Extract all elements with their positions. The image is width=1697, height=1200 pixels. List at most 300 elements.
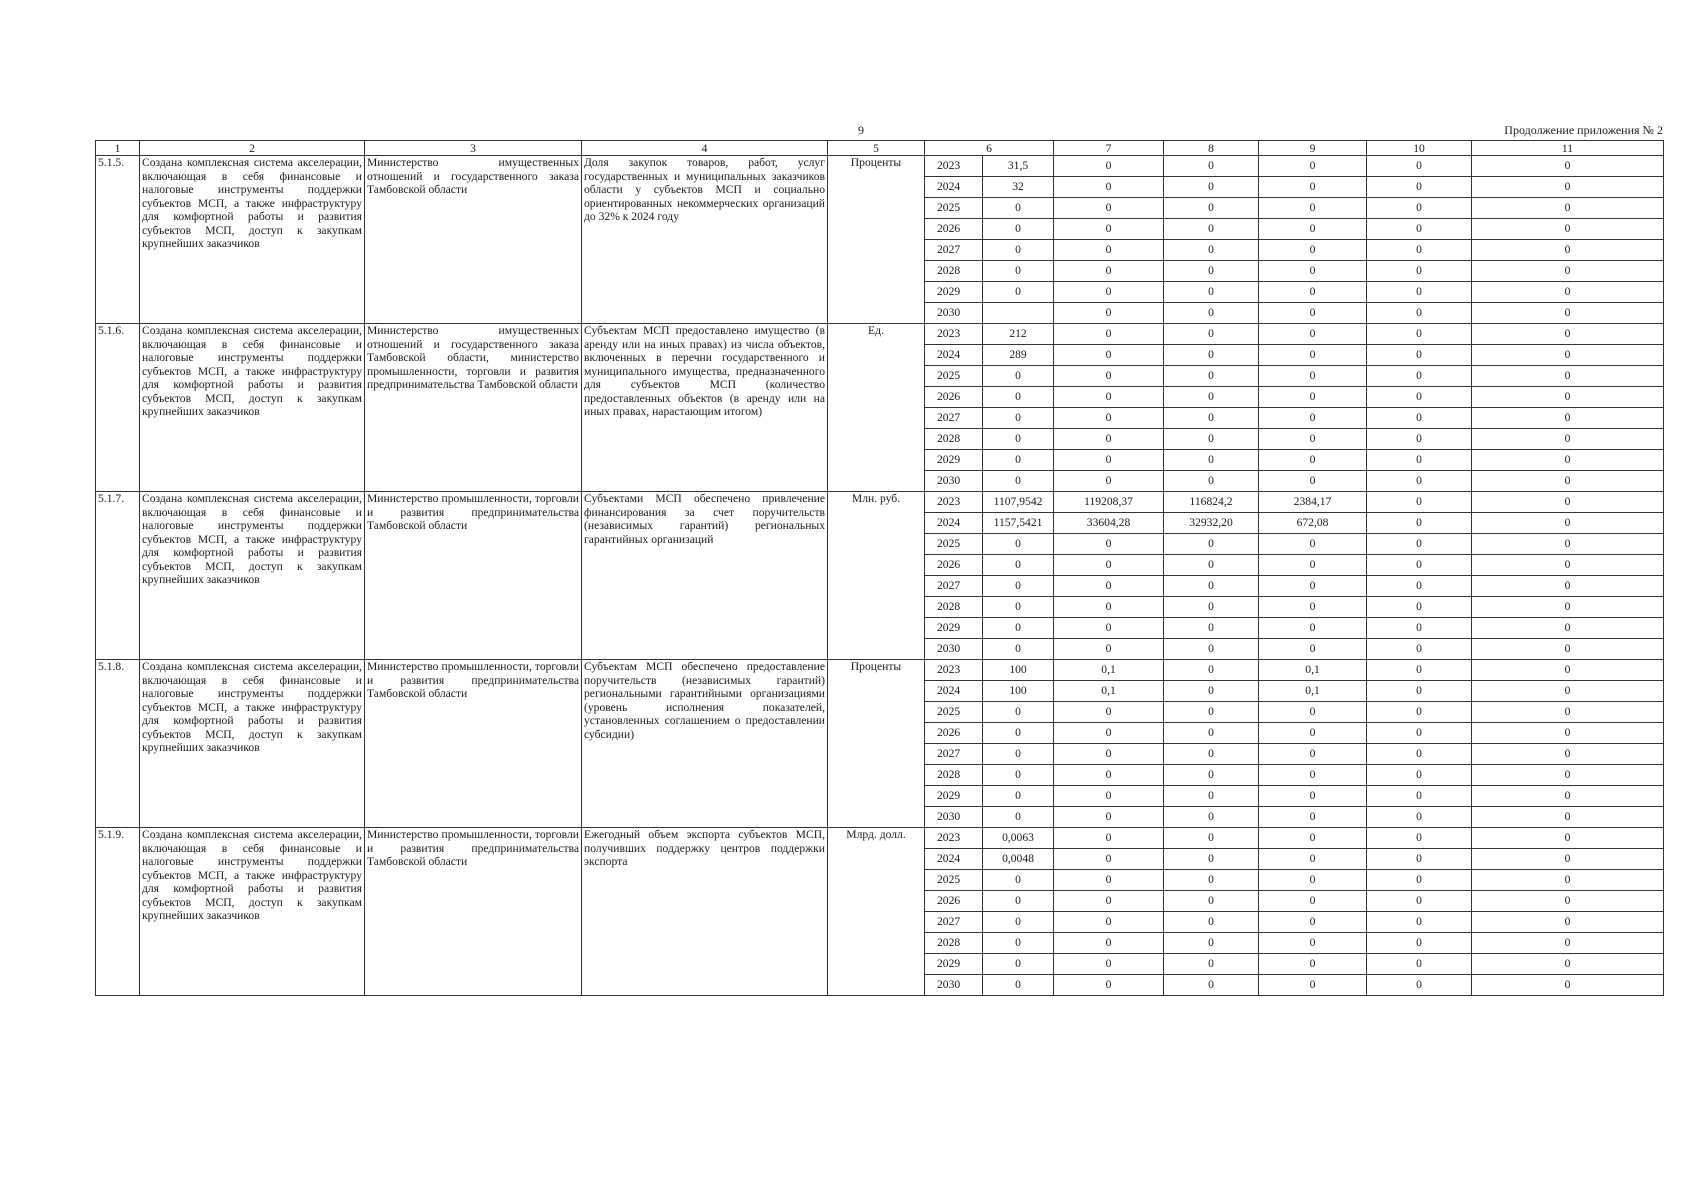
value-cell-10: 0 bbox=[1367, 786, 1472, 807]
value-cell-10: 0 bbox=[1367, 240, 1472, 261]
value-cell-6: 32 bbox=[983, 177, 1054, 198]
row-result-text: Создана комплексная система акселерации, включающая в себя финансовые и налоговые инструменты поддержки субъектов МСП, а также инфраструктуру для комфортной работы и развития субъектов МСП, доступ к закупкам крупнейших заказчиков bbox=[140, 492, 365, 660]
value-cell-6: 0,0063 bbox=[983, 828, 1054, 849]
value-cell-9: 0 bbox=[1259, 576, 1367, 597]
value-cell-11: 0 bbox=[1472, 744, 1664, 765]
year-cell: 2027 bbox=[925, 744, 983, 765]
value-cell-8: 0 bbox=[1164, 366, 1259, 387]
year-cell: 2023 bbox=[925, 492, 983, 513]
value-cell-11: 0 bbox=[1472, 849, 1664, 870]
value-cell-7: 0 bbox=[1054, 261, 1164, 282]
value-cell-9: 0 bbox=[1259, 429, 1367, 450]
value-cell-6: 0 bbox=[983, 954, 1054, 975]
value-cell-11: 0 bbox=[1472, 975, 1664, 996]
value-cell-9: 0 bbox=[1259, 471, 1367, 492]
value-cell-8: 0 bbox=[1164, 156, 1259, 177]
value-cell-10: 0 bbox=[1367, 534, 1472, 555]
value-cell-11: 0 bbox=[1472, 597, 1664, 618]
value-cell-9: 0 bbox=[1259, 198, 1367, 219]
value-cell-8: 0 bbox=[1164, 702, 1259, 723]
value-cell-11: 0 bbox=[1472, 429, 1664, 450]
value-cell-7: 0 bbox=[1054, 807, 1164, 828]
value-cell-9: 0 bbox=[1259, 261, 1367, 282]
value-cell-10: 0 bbox=[1367, 870, 1472, 891]
header-cell: 8 bbox=[1164, 141, 1259, 156]
value-cell-11: 0 bbox=[1472, 639, 1664, 660]
value-cell-9: 0 bbox=[1259, 765, 1367, 786]
row-indicator: Доля закупок товаров, работ, услуг государственных и муниципальных заказчиков области у субъектов МСП и социально ориентированных некоммерческих организаций до 32% к 2024 году bbox=[582, 156, 828, 324]
value-cell-6: 1107,9542 bbox=[983, 492, 1054, 513]
value-cell-9: 0 bbox=[1259, 555, 1367, 576]
row-result-text: Создана комплексная система акселерации, включающая в себя финансовые и налоговые инструменты поддержки субъектов МСП, а также инфраструктуру для комфортной работы и развития субъектов МСП, доступ к закупкам крупнейших заказчиков bbox=[140, 156, 365, 324]
value-cell-8: 0 bbox=[1164, 765, 1259, 786]
year-cell: 2026 bbox=[925, 555, 983, 576]
value-cell-8: 0 bbox=[1164, 681, 1259, 702]
value-cell-11: 0 bbox=[1472, 954, 1664, 975]
value-cell-8: 0 bbox=[1164, 912, 1259, 933]
value-cell-8: 0 bbox=[1164, 177, 1259, 198]
year-cell: 2023 bbox=[925, 828, 983, 849]
value-cell-7: 0 bbox=[1054, 450, 1164, 471]
value-cell-10: 0 bbox=[1367, 891, 1472, 912]
value-cell-6: 0 bbox=[983, 597, 1054, 618]
value-cell-8: 0 bbox=[1164, 387, 1259, 408]
value-cell-11: 0 bbox=[1472, 177, 1664, 198]
value-cell-10: 0 bbox=[1367, 492, 1472, 513]
value-cell-8: 0 bbox=[1164, 282, 1259, 303]
header-cell: 5 bbox=[828, 141, 925, 156]
value-cell-6: 0 bbox=[983, 429, 1054, 450]
value-cell-10: 0 bbox=[1367, 471, 1472, 492]
value-cell-7: 0 bbox=[1054, 597, 1164, 618]
value-cell-6: 0 bbox=[983, 765, 1054, 786]
value-cell-8: 0 bbox=[1164, 597, 1259, 618]
value-cell-10: 0 bbox=[1367, 324, 1472, 345]
value-cell-11: 0 bbox=[1472, 534, 1664, 555]
year-cell: 2025 bbox=[925, 198, 983, 219]
value-cell-11: 0 bbox=[1472, 891, 1664, 912]
value-cell-6: 0 bbox=[983, 387, 1054, 408]
value-cell-10: 0 bbox=[1367, 366, 1472, 387]
value-cell-11: 0 bbox=[1472, 513, 1664, 534]
value-cell-7: 0,1 bbox=[1054, 681, 1164, 702]
year-cell: 2024 bbox=[925, 681, 983, 702]
value-cell-6: 0 bbox=[983, 534, 1054, 555]
value-cell-10: 0 bbox=[1367, 282, 1472, 303]
row-result-text: Создана комплексная система акселерации, включающая в себя финансовые и налоговые инструменты поддержки субъектов МСП, а также инфраструктуру для комфортной работы и развития субъектов МСП, доступ к закупкам крупнейших заказчиков bbox=[140, 324, 365, 492]
value-cell-11: 0 bbox=[1472, 303, 1664, 324]
value-cell-10: 0 bbox=[1367, 576, 1472, 597]
value-cell-10: 0 bbox=[1367, 912, 1472, 933]
year-cell: 2030 bbox=[925, 639, 983, 660]
value-cell-9: 0 bbox=[1259, 849, 1367, 870]
value-cell-6: 0 bbox=[983, 933, 1054, 954]
value-cell-9: 0 bbox=[1259, 912, 1367, 933]
value-cell-6: 0 bbox=[983, 618, 1054, 639]
value-cell-7: 0 bbox=[1054, 387, 1164, 408]
value-cell-8: 32932,20 bbox=[1164, 513, 1259, 534]
value-cell-11: 0 bbox=[1472, 366, 1664, 387]
value-cell-9: 0 bbox=[1259, 219, 1367, 240]
value-cell-8: 0 bbox=[1164, 870, 1259, 891]
value-cell-11: 0 bbox=[1472, 282, 1664, 303]
value-cell-10: 0 bbox=[1367, 828, 1472, 849]
value-cell-6: 0 bbox=[983, 912, 1054, 933]
value-cell-6: 0 bbox=[983, 261, 1054, 282]
row-responsible: Министерство промышленности, торговли и развития предпринимательства Тамбовской области bbox=[365, 492, 582, 660]
value-cell-9: 0 bbox=[1259, 303, 1367, 324]
value-cell-7: 0 bbox=[1054, 786, 1164, 807]
value-cell-7: 0 bbox=[1054, 744, 1164, 765]
year-cell: 2030 bbox=[925, 807, 983, 828]
header-cell: 2 bbox=[140, 141, 365, 156]
page-number: 9 bbox=[858, 123, 864, 137]
year-cell: 2027 bbox=[925, 576, 983, 597]
value-cell-10: 0 bbox=[1367, 681, 1472, 702]
value-cell-11: 0 bbox=[1472, 765, 1664, 786]
value-cell-6: 0 bbox=[983, 576, 1054, 597]
value-cell-8: 0 bbox=[1164, 198, 1259, 219]
value-cell-11: 0 bbox=[1472, 807, 1664, 828]
value-cell-9: 0 bbox=[1259, 828, 1367, 849]
row-code: 5.1.8. bbox=[96, 660, 140, 828]
value-cell-7: 0 bbox=[1054, 891, 1164, 912]
value-cell-7: 0 bbox=[1054, 618, 1164, 639]
value-cell-6: 0 bbox=[983, 555, 1054, 576]
value-cell-9: 0 bbox=[1259, 618, 1367, 639]
value-cell-7: 0 bbox=[1054, 723, 1164, 744]
row-unit: Млрд. долл. bbox=[828, 828, 925, 996]
value-cell-6: 0 bbox=[983, 198, 1054, 219]
year-cell: 2027 bbox=[925, 240, 983, 261]
value-cell-7: 0 bbox=[1054, 870, 1164, 891]
measures-table bbox=[95, 140, 1664, 996]
value-cell-6: 100 bbox=[983, 681, 1054, 702]
row-code: 5.1.9. bbox=[96, 828, 140, 996]
value-cell-10: 0 bbox=[1367, 345, 1472, 366]
value-cell-8: 0 bbox=[1164, 303, 1259, 324]
value-cell-6: 0 bbox=[983, 408, 1054, 429]
year-cell: 2023 bbox=[925, 156, 983, 177]
row-code: 5.1.6. bbox=[96, 324, 140, 492]
row-unit: Проценты bbox=[828, 156, 925, 324]
value-cell-11: 0 bbox=[1472, 786, 1664, 807]
value-cell-8: 0 bbox=[1164, 639, 1259, 660]
value-cell-7: 0 bbox=[1054, 555, 1164, 576]
value-cell-7: 0 bbox=[1054, 702, 1164, 723]
year-cell: 2027 bbox=[925, 912, 983, 933]
value-cell-11: 0 bbox=[1472, 387, 1664, 408]
year-cell: 2026 bbox=[925, 219, 983, 240]
year-cell: 2028 bbox=[925, 429, 983, 450]
year-cell: 2029 bbox=[925, 618, 983, 639]
row-responsible: Министерство промышленности, торговли и развития предпринимательства Тамбовской области bbox=[365, 660, 582, 828]
value-cell-7: 0 bbox=[1054, 429, 1164, 450]
header-cell: 9 bbox=[1259, 141, 1367, 156]
value-cell-9: 0 bbox=[1259, 975, 1367, 996]
year-cell: 2028 bbox=[925, 261, 983, 282]
row-code: 5.1.5. bbox=[96, 156, 140, 324]
value-cell-8: 0 bbox=[1164, 828, 1259, 849]
value-cell-11: 0 bbox=[1472, 618, 1664, 639]
value-cell-6: 0 bbox=[983, 702, 1054, 723]
value-cell-9: 0 bbox=[1259, 891, 1367, 912]
row-result-text: Создана комплексная система акселерации, включающая в себя финансовые и налоговые инструменты поддержки субъектов МСП, а также инфраструктуру для комфортной работы и развития субъектов МСП, доступ к закупкам крупнейших заказчиков bbox=[140, 828, 365, 996]
year-cell: 2028 bbox=[925, 597, 983, 618]
value-cell-9: 0 bbox=[1259, 387, 1367, 408]
row-indicator: Субъектам МСП предоставлено имущество (в аренду или на иных правах) из числа объектов, включенных в перечни государственного и муниципального имущества, предназначенного для субъектов МСП (количество предоставленных объектов (в аренду или на иных правах, нарастающим итогом) bbox=[582, 324, 828, 492]
value-cell-11: 0 bbox=[1472, 408, 1664, 429]
year-cell: 2026 bbox=[925, 723, 983, 744]
value-cell-7: 0 bbox=[1054, 366, 1164, 387]
year-cell: 2026 bbox=[925, 891, 983, 912]
value-cell-8: 0 bbox=[1164, 555, 1259, 576]
value-cell-9: 0 bbox=[1259, 639, 1367, 660]
value-cell-9: 0 bbox=[1259, 723, 1367, 744]
value-cell-7: 0,1 bbox=[1054, 660, 1164, 681]
value-cell-10: 0 bbox=[1367, 450, 1472, 471]
year-cell: 2023 bbox=[925, 660, 983, 681]
value-cell-10: 0 bbox=[1367, 177, 1472, 198]
value-cell-6: 0 bbox=[983, 807, 1054, 828]
value-cell-7: 0 bbox=[1054, 324, 1164, 345]
value-cell-9: 0 bbox=[1259, 933, 1367, 954]
year-cell: 2023 bbox=[925, 324, 983, 345]
value-cell-10: 0 bbox=[1367, 702, 1472, 723]
value-cell-10: 0 bbox=[1367, 975, 1472, 996]
value-cell-7: 0 bbox=[1054, 219, 1164, 240]
value-cell-9: 0,1 bbox=[1259, 660, 1367, 681]
value-cell-8: 0 bbox=[1164, 429, 1259, 450]
year-cell: 2028 bbox=[925, 933, 983, 954]
value-cell-10: 0 bbox=[1367, 933, 1472, 954]
value-cell-9: 0 bbox=[1259, 870, 1367, 891]
row-responsible: Министерство промышленности, торговли и развития предпринимательства Тамбовской области bbox=[365, 828, 582, 996]
row-code: 5.1.7. bbox=[96, 492, 140, 660]
value-cell-11: 0 bbox=[1472, 471, 1664, 492]
value-cell-8: 116824,2 bbox=[1164, 492, 1259, 513]
value-cell-9: 672,08 bbox=[1259, 513, 1367, 534]
value-cell-11: 0 bbox=[1472, 828, 1664, 849]
header-cell: 10 bbox=[1367, 141, 1472, 156]
value-cell-9: 0 bbox=[1259, 282, 1367, 303]
value-cell-7: 119208,37 bbox=[1054, 492, 1164, 513]
value-cell-8: 0 bbox=[1164, 933, 1259, 954]
value-cell-10: 0 bbox=[1367, 513, 1472, 534]
year-cell: 2025 bbox=[925, 702, 983, 723]
value-cell-10: 0 bbox=[1367, 555, 1472, 576]
value-cell-11: 0 bbox=[1472, 324, 1664, 345]
header-cell: 6 bbox=[925, 141, 1054, 156]
value-cell-8: 0 bbox=[1164, 849, 1259, 870]
value-cell-10: 0 bbox=[1367, 849, 1472, 870]
value-cell-7: 33604,28 bbox=[1054, 513, 1164, 534]
year-cell: 2030 bbox=[925, 303, 983, 324]
value-cell-7: 0 bbox=[1054, 282, 1164, 303]
value-cell-8: 0 bbox=[1164, 954, 1259, 975]
value-cell-7: 0 bbox=[1054, 933, 1164, 954]
value-cell-11: 0 bbox=[1472, 555, 1664, 576]
year-cell: 2024 bbox=[925, 345, 983, 366]
value-cell-6: 0 bbox=[983, 219, 1054, 240]
value-cell-11: 0 bbox=[1472, 870, 1664, 891]
value-cell-8: 0 bbox=[1164, 219, 1259, 240]
value-cell-8: 0 bbox=[1164, 975, 1259, 996]
row-responsible: Министерство имущественных отношений и государственного заказа Тамбовской области bbox=[365, 156, 582, 324]
row-indicator: Ежегодный объем экспорта субъектов МСП, получивших поддержку центров поддержки экспорта bbox=[582, 828, 828, 996]
value-cell-7: 0 bbox=[1054, 849, 1164, 870]
table-header-row bbox=[96, 141, 1664, 156]
value-cell-9: 0 bbox=[1259, 597, 1367, 618]
value-cell-7: 0 bbox=[1054, 975, 1164, 996]
value-cell-11: 0 bbox=[1472, 219, 1664, 240]
value-cell-8: 0 bbox=[1164, 891, 1259, 912]
table-row bbox=[96, 156, 1664, 177]
value-cell-10: 0 bbox=[1367, 219, 1472, 240]
year-cell: 2024 bbox=[925, 177, 983, 198]
value-cell-6: 289 bbox=[983, 345, 1054, 366]
value-cell-6: 100 bbox=[983, 660, 1054, 681]
value-cell-8: 0 bbox=[1164, 240, 1259, 261]
value-cell-8: 0 bbox=[1164, 345, 1259, 366]
value-cell-7: 0 bbox=[1054, 471, 1164, 492]
value-cell-8: 0 bbox=[1164, 744, 1259, 765]
value-cell-7: 0 bbox=[1054, 954, 1164, 975]
value-cell-10: 0 bbox=[1367, 408, 1472, 429]
value-cell-8: 0 bbox=[1164, 261, 1259, 282]
year-cell: 2029 bbox=[925, 954, 983, 975]
year-cell: 2027 bbox=[925, 408, 983, 429]
value-cell-7: 0 bbox=[1054, 765, 1164, 786]
value-cell-10: 0 bbox=[1367, 303, 1472, 324]
value-cell-10: 0 bbox=[1367, 807, 1472, 828]
table-row bbox=[96, 660, 1664, 681]
value-cell-10: 0 bbox=[1367, 261, 1472, 282]
value-cell-7: 0 bbox=[1054, 639, 1164, 660]
value-cell-7: 0 bbox=[1054, 303, 1164, 324]
value-cell-6: 0 bbox=[983, 786, 1054, 807]
value-cell-8: 0 bbox=[1164, 324, 1259, 345]
value-cell-9: 0 bbox=[1259, 786, 1367, 807]
value-cell-6: 0 bbox=[983, 744, 1054, 765]
table-row bbox=[96, 324, 1664, 345]
year-cell: 2029 bbox=[925, 450, 983, 471]
year-cell: 2024 bbox=[925, 513, 983, 534]
value-cell-6: 212 bbox=[983, 324, 1054, 345]
table-row bbox=[96, 828, 1664, 849]
value-cell-11: 0 bbox=[1472, 933, 1664, 954]
year-cell: 2025 bbox=[925, 366, 983, 387]
value-cell-8: 0 bbox=[1164, 807, 1259, 828]
value-cell-8: 0 bbox=[1164, 618, 1259, 639]
value-cell-10: 0 bbox=[1367, 954, 1472, 975]
value-cell-11: 0 bbox=[1472, 660, 1664, 681]
value-cell-7: 0 bbox=[1054, 198, 1164, 219]
value-cell-9: 0,1 bbox=[1259, 681, 1367, 702]
value-cell-6: 31,5 bbox=[983, 156, 1054, 177]
header-cell: 11 bbox=[1472, 141, 1664, 156]
value-cell-10: 0 bbox=[1367, 639, 1472, 660]
value-cell-11: 0 bbox=[1472, 912, 1664, 933]
value-cell-9: 0 bbox=[1259, 156, 1367, 177]
value-cell-8: 0 bbox=[1164, 408, 1259, 429]
value-cell-6: 0 bbox=[983, 282, 1054, 303]
value-cell-7: 0 bbox=[1054, 156, 1164, 177]
header-cell: 7 bbox=[1054, 141, 1164, 156]
value-cell-7: 0 bbox=[1054, 576, 1164, 597]
value-cell-6: 0,0048 bbox=[983, 849, 1054, 870]
value-cell-11: 0 bbox=[1472, 681, 1664, 702]
value-cell-11: 0 bbox=[1472, 261, 1664, 282]
header-cell: 1 bbox=[96, 141, 140, 156]
value-cell-6: 0 bbox=[983, 366, 1054, 387]
value-cell-9: 0 bbox=[1259, 366, 1367, 387]
value-cell-7: 0 bbox=[1054, 534, 1164, 555]
value-cell-6: 1157,5421 bbox=[983, 513, 1054, 534]
value-cell-6: 0 bbox=[983, 891, 1054, 912]
value-cell-10: 0 bbox=[1367, 597, 1472, 618]
value-cell-10: 0 bbox=[1367, 198, 1472, 219]
value-cell-10: 0 bbox=[1367, 744, 1472, 765]
year-cell: 2030 bbox=[925, 975, 983, 996]
value-cell-9: 0 bbox=[1259, 534, 1367, 555]
value-cell-8: 0 bbox=[1164, 723, 1259, 744]
header-cell: 3 bbox=[365, 141, 582, 156]
value-cell-8: 0 bbox=[1164, 660, 1259, 681]
value-cell-7: 0 bbox=[1054, 912, 1164, 933]
year-cell: 2030 bbox=[925, 471, 983, 492]
value-cell-10: 0 bbox=[1367, 387, 1472, 408]
value-cell-6: 0 bbox=[983, 450, 1054, 471]
row-indicator: Субъектам МСП обеспечено предоставление поручительств (независимых гарантий) региональными гарантийными организациями (уровень исполнения показателей, установленных соглашением о предоставлении субсидии) bbox=[582, 660, 828, 828]
value-cell-7: 0 bbox=[1054, 408, 1164, 429]
value-cell-6: 0 bbox=[983, 639, 1054, 660]
year-cell: 2025 bbox=[925, 534, 983, 555]
value-cell-7: 0 bbox=[1054, 240, 1164, 261]
value-cell-11: 0 bbox=[1472, 492, 1664, 513]
value-cell-11: 0 bbox=[1472, 198, 1664, 219]
value-cell-10: 0 bbox=[1367, 723, 1472, 744]
year-cell: 2024 bbox=[925, 849, 983, 870]
value-cell-10: 0 bbox=[1367, 765, 1472, 786]
row-unit: Млн. руб. bbox=[828, 492, 925, 660]
value-cell-10: 0 bbox=[1367, 618, 1472, 639]
year-cell: 2028 bbox=[925, 765, 983, 786]
value-cell-8: 0 bbox=[1164, 534, 1259, 555]
year-cell: 2026 bbox=[925, 387, 983, 408]
value-cell-8: 0 bbox=[1164, 471, 1259, 492]
value-cell-6: 0 bbox=[983, 975, 1054, 996]
value-cell-6: 0 bbox=[983, 723, 1054, 744]
value-cell-8: 0 bbox=[1164, 786, 1259, 807]
value-cell-10: 0 bbox=[1367, 156, 1472, 177]
value-cell-6: 0 bbox=[983, 471, 1054, 492]
value-cell-9: 0 bbox=[1259, 408, 1367, 429]
value-cell-11: 0 bbox=[1472, 345, 1664, 366]
value-cell-7: 0 bbox=[1054, 828, 1164, 849]
header-cell: 4 bbox=[582, 141, 828, 156]
row-indicator: Субъектами МСП обеспечено привлечение финансирования за счет поручительств (независимых гарантий) региональных гарантийных организаций bbox=[582, 492, 828, 660]
value-cell-11: 0 bbox=[1472, 240, 1664, 261]
value-cell-11: 0 bbox=[1472, 702, 1664, 723]
value-cell-11: 0 bbox=[1472, 156, 1664, 177]
value-cell-8: 0 bbox=[1164, 576, 1259, 597]
year-cell: 2025 bbox=[925, 870, 983, 891]
value-cell-9: 0 bbox=[1259, 954, 1367, 975]
value-cell-10: 0 bbox=[1367, 429, 1472, 450]
value-cell-9: 0 bbox=[1259, 702, 1367, 723]
year-cell: 2029 bbox=[925, 282, 983, 303]
